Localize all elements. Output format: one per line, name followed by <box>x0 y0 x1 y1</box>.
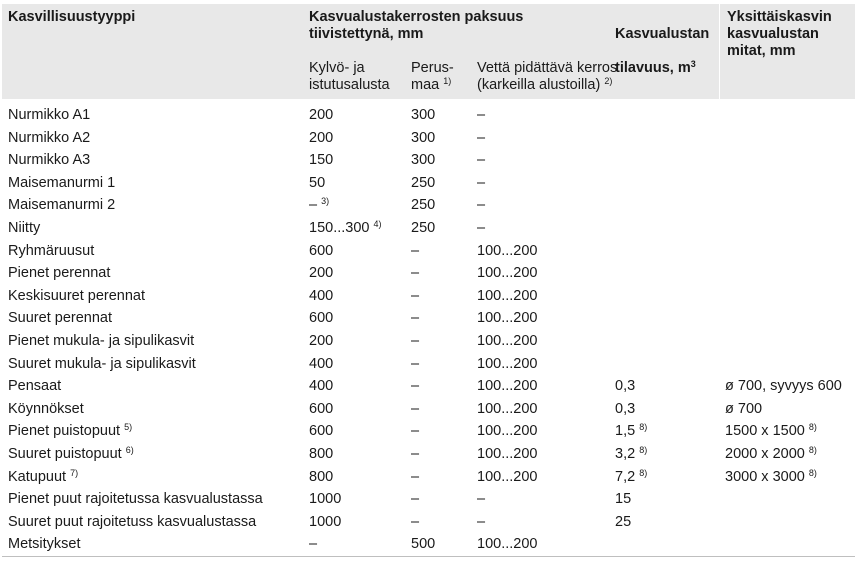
row-plant-type <box>8 310 112 326</box>
row-base-soil-text: – <box>411 378 420 395</box>
row-water-layer-text: – <box>477 107 486 123</box>
row-sowing-layer <box>309 310 333 326</box>
row-plant-type-text: Pienet mukula- ja sipulikasvit <box>8 333 195 349</box>
row-volume <box>615 423 647 439</box>
row-plant-type-text: Metsitykset <box>8 536 81 553</box>
row-water-layer <box>477 333 537 349</box>
row-sowing-layer-text: 1000 <box>309 491 342 508</box>
row-volume-text: 7,2 <box>615 468 636 485</box>
row-base-soil-text: – <box>411 242 420 259</box>
row-sowing-layer-text: 800 <box>309 446 334 462</box>
header-volume-sup: 3 <box>690 59 696 69</box>
row-base-soil <box>411 152 435 168</box>
row-base-soil <box>411 536 435 552</box>
row-water-layer <box>477 152 485 168</box>
row-plant-type-footnote: 7) <box>70 467 79 478</box>
subheader-base-soil <box>411 60 454 94</box>
row-water-layer-text: – <box>477 197 486 214</box>
row-plant-type <box>8 152 90 168</box>
row-dimensions-footnote: 8) <box>808 422 817 433</box>
row-volume-text: 3,2 <box>615 446 636 462</box>
row-base-soil-text: – <box>411 423 420 440</box>
row-water-layer-text: – <box>477 152 486 169</box>
row-base-soil-text: – <box>411 265 420 282</box>
row-water-layer <box>477 288 537 304</box>
row-sowing-layer-text: 1000 <box>309 513 342 530</box>
row-sowing-layer-text: 50 <box>309 174 326 191</box>
table-row <box>0 488 859 511</box>
row-plant-type <box>8 288 145 304</box>
table-row <box>0 307 859 330</box>
row-sowing-layer-text: – <box>309 536 318 553</box>
table-row <box>0 330 859 353</box>
row-volume <box>615 401 635 417</box>
row-base-soil-text: – <box>411 513 420 530</box>
table-row <box>0 511 859 534</box>
row-sowing-layer <box>309 152 333 168</box>
row-water-layer-text: 100...200 <box>477 468 538 485</box>
row-base-soil <box>411 107 435 123</box>
row-plant-type-text: Nurmikko A1 <box>8 107 91 123</box>
row-water-layer <box>477 536 537 552</box>
row-water-layer <box>477 107 485 123</box>
row-plant-type <box>8 446 134 462</box>
row-water-layer <box>477 356 537 372</box>
row-base-soil <box>411 446 419 462</box>
header-volume-line2: tilavuus, m <box>615 60 691 76</box>
row-sowing-layer <box>309 220 382 236</box>
row-sowing-layer-text: 400 <box>309 378 334 395</box>
row-plant-type-text: Köynnökset <box>8 400 84 417</box>
row-base-soil-text: 500 <box>411 536 436 553</box>
row-sowing-layer-text: 600 <box>309 310 334 327</box>
row-volume <box>615 491 631 507</box>
row-plant-type <box>8 265 110 281</box>
row-plant-type <box>8 243 94 259</box>
row-water-layer <box>477 469 537 485</box>
row-plant-type <box>8 401 84 417</box>
table-bottom-rule <box>2 556 855 557</box>
row-base-soil-text: – <box>411 310 420 327</box>
row-volume-text: 1,5 <box>615 423 636 440</box>
row-sowing-layer-text: 600 <box>309 242 334 259</box>
row-plant-type <box>8 220 40 236</box>
row-plant-type <box>8 378 61 394</box>
table-row <box>0 194 859 217</box>
row-base-soil <box>411 514 419 530</box>
row-plant-type-text: Suuret perennat <box>8 310 112 327</box>
row-water-layer <box>477 175 485 191</box>
row-water-layer-text: 100...200 <box>477 333 538 349</box>
row-sowing-layer <box>309 401 333 417</box>
table-row <box>0 285 859 308</box>
row-sowing-layer-text: 200 <box>309 333 334 349</box>
row-base-soil <box>411 356 419 372</box>
row-sowing-layer <box>309 175 325 191</box>
row-plant-type-text: Pensaat <box>8 378 62 395</box>
row-sowing-layer-text: 800 <box>309 468 334 485</box>
row-water-layer-text: – <box>477 491 486 508</box>
row-sowing-layer-text: 150...300 <box>309 220 370 236</box>
table-row <box>0 420 859 443</box>
header-divider <box>719 4 720 99</box>
row-base-soil-text: – <box>411 400 420 417</box>
row-base-soil <box>411 175 435 191</box>
table-row <box>0 398 859 421</box>
row-water-layer-text: 100...200 <box>477 446 538 462</box>
row-plant-type-text: Pienet puut rajoitetussa kasvualustassa <box>8 491 263 508</box>
row-base-soil-text: – <box>411 355 420 372</box>
row-base-soil <box>411 401 419 417</box>
row-sowing-layer <box>309 265 333 281</box>
row-base-soil <box>411 469 419 485</box>
row-plant-type <box>8 536 81 552</box>
row-plant-type <box>8 197 115 213</box>
row-sowing-layer-footnote: 3) <box>321 196 330 207</box>
row-base-soil-text: – <box>411 446 420 462</box>
row-plant-type <box>8 333 194 349</box>
header-volume <box>615 9 709 77</box>
row-plant-type-text: Maisemanurmi 1 <box>8 174 116 191</box>
row-plant-type <box>8 175 115 191</box>
row-water-layer-text: 100...200 <box>477 423 538 440</box>
row-sowing-layer <box>309 423 333 439</box>
row-volume-footnote: 8) <box>639 445 648 455</box>
row-volume <box>615 378 635 394</box>
row-water-layer <box>477 401 537 417</box>
row-dimensions <box>725 423 817 439</box>
row-dimensions <box>725 469 817 485</box>
row-plant-type-text: Keskisuuret perennat <box>8 287 146 304</box>
row-volume-text: 0,3 <box>615 378 636 395</box>
row-base-soil <box>411 265 419 281</box>
row-sowing-layer-text: 400 <box>309 287 334 304</box>
row-sowing-layer-text: 200 <box>309 107 334 123</box>
row-water-layer <box>477 220 485 236</box>
table-row <box>0 149 859 172</box>
row-water-layer <box>477 310 537 326</box>
table-row <box>0 172 859 195</box>
row-plant-type <box>8 356 196 372</box>
row-base-soil-text: 300 <box>411 152 436 169</box>
row-dimensions <box>725 401 762 417</box>
row-sowing-layer-text: – <box>309 197 318 214</box>
row-volume-footnote: 8) <box>639 422 648 433</box>
row-water-layer <box>477 378 537 394</box>
row-sowing-layer <box>309 378 333 394</box>
row-dimensions-text: 2000 x 2000 <box>725 446 805 462</box>
row-water-layer-text: 100...200 <box>477 242 538 259</box>
row-water-layer <box>477 265 537 281</box>
row-sowing-layer-text: 400 <box>309 355 334 372</box>
row-volume-text: 15 <box>615 491 632 508</box>
row-dimensions <box>725 446 817 462</box>
subheader-water-layer-sup: 2) <box>604 76 613 86</box>
subheader-water-layer <box>477 60 617 94</box>
row-plant-type-text: Suuret puistopuut <box>8 446 122 462</box>
row-sowing-layer-text: 150 <box>309 152 334 169</box>
row-water-layer <box>477 446 537 462</box>
row-water-layer-text: – <box>477 129 486 146</box>
row-base-soil-text: 250 <box>411 197 436 214</box>
row-water-layer-text: – <box>477 513 486 530</box>
row-water-layer-text: 100...200 <box>477 400 538 417</box>
table-row <box>0 127 859 150</box>
header-volume-line1: Kasvualustan <box>615 26 710 42</box>
row-plant-type <box>8 469 78 485</box>
row-dimensions-text: ø 700 <box>725 400 763 417</box>
row-sowing-layer-text: 200 <box>309 265 334 282</box>
row-plant-type-text: Pienet puistopuut <box>8 423 121 440</box>
row-plant-type <box>8 107 90 123</box>
row-plant-type-text: Ryhmäruusut <box>8 242 95 259</box>
row-base-soil-text: – <box>411 333 420 349</box>
row-plant-type-text: Nurmikko A2 <box>8 129 91 146</box>
row-sowing-layer-footnote: 4) <box>373 219 382 229</box>
row-volume-text: 0,3 <box>615 400 636 417</box>
table-row <box>0 240 859 263</box>
subheader-base-soil-sup: 1) <box>443 76 452 86</box>
row-base-soil <box>411 423 419 439</box>
row-volume <box>615 446 647 462</box>
row-base-soil <box>411 310 419 326</box>
row-volume <box>615 469 647 485</box>
row-sowing-layer <box>309 514 341 530</box>
row-base-soil <box>411 378 419 394</box>
row-water-layer-text: 100...200 <box>477 378 538 395</box>
row-water-layer <box>477 197 485 213</box>
row-sowing-layer <box>309 356 333 372</box>
row-water-layer-text: 100...200 <box>477 536 538 553</box>
row-plant-type-footnote: 5) <box>124 422 133 433</box>
row-base-soil <box>411 333 419 349</box>
row-sowing-layer <box>309 288 333 304</box>
row-water-layer <box>477 243 537 259</box>
header-plant-type: Kasvillisuustyyppi <box>8 9 136 25</box>
row-sowing-layer <box>309 491 341 507</box>
row-water-layer-text: – <box>477 220 486 236</box>
subheader-sowing-layer: Kylvö- ja istutusalusta <box>309 60 390 93</box>
row-plant-type-text: Suuret puut rajoitetuss kasvualustassa <box>8 513 257 530</box>
subheader-water-layer-text: Vettä pidättävä kerros (karkeilla alustoilla) <box>477 60 618 93</box>
table-row <box>0 533 859 556</box>
row-dimensions-text: 3000 x 3000 <box>725 468 805 485</box>
row-dimensions-text: 1500 x 1500 <box>725 423 805 440</box>
row-dimensions <box>725 378 842 394</box>
row-plant-type-text: Niitty <box>8 220 41 236</box>
row-base-soil <box>411 288 419 304</box>
row-volume-footnote: 8) <box>639 467 648 478</box>
row-plant-type <box>8 514 256 530</box>
row-base-soil <box>411 197 435 213</box>
row-water-layer-text: 100...200 <box>477 265 538 282</box>
row-sowing-layer <box>309 107 333 123</box>
header-layer-thickness: Kasvualustakerrosten paksuus tiivistettynä, mm <box>309 9 524 42</box>
subheader-base-soil-text: Perus- maa <box>411 60 454 93</box>
row-plant-type-text: Suuret mukula- ja sipulikasvit <box>8 355 196 372</box>
row-sowing-layer <box>309 333 333 349</box>
table-row <box>0 217 859 240</box>
table-row <box>0 443 859 466</box>
row-dimensions-footnote: 8) <box>808 445 817 455</box>
row-sowing-layer <box>309 469 333 485</box>
row-water-layer <box>477 130 485 146</box>
header-dimensions: Yksittäiskasvin kasvualustan mitat, mm <box>727 9 832 59</box>
row-base-soil <box>411 243 419 259</box>
table-row <box>0 375 859 398</box>
row-base-soil-text: 300 <box>411 129 436 146</box>
row-plant-type-footnote: 6) <box>125 445 134 455</box>
row-water-layer <box>477 491 485 507</box>
row-water-layer-text: 100...200 <box>477 287 538 304</box>
table-row <box>0 466 859 489</box>
row-base-soil-text: 250 <box>411 174 436 191</box>
row-plant-type-text: Nurmikko A3 <box>8 152 91 169</box>
row-volume-text: 25 <box>615 513 632 530</box>
row-plant-type-text: Maisemanurmi 2 <box>8 197 116 214</box>
row-dimensions-text: ø 700, syvyys 600 <box>725 378 842 395</box>
row-base-soil <box>411 491 419 507</box>
row-base-soil-text: – <box>411 287 420 304</box>
row-water-layer-text: 100...200 <box>477 310 538 327</box>
row-plant-type <box>8 130 90 146</box>
table-row <box>0 262 859 285</box>
row-base-soil-text: 300 <box>411 107 436 123</box>
row-water-layer-text: 100...200 <box>477 355 538 372</box>
table-row <box>0 353 859 376</box>
row-sowing-layer-text: 600 <box>309 423 334 440</box>
row-plant-type <box>8 491 263 507</box>
row-dimensions-footnote: 8) <box>808 467 817 478</box>
row-base-soil-text: – <box>411 491 420 508</box>
row-base-soil-text: 250 <box>411 220 436 236</box>
row-sowing-layer-text: 600 <box>309 400 334 417</box>
row-base-soil <box>411 220 435 236</box>
row-water-layer <box>477 423 537 439</box>
row-sowing-layer <box>309 243 333 259</box>
row-sowing-layer <box>309 130 333 146</box>
row-sowing-layer <box>309 197 329 213</box>
row-volume <box>615 514 631 530</box>
row-plant-type <box>8 423 132 439</box>
row-sowing-layer <box>309 536 317 552</box>
row-plant-type-text: Katupuut <box>8 468 67 485</box>
row-plant-type-text: Pienet perennat <box>8 265 111 282</box>
row-sowing-layer-text: 200 <box>309 129 334 146</box>
row-water-layer-text: – <box>477 174 486 191</box>
row-base-soil <box>411 130 435 146</box>
row-water-layer <box>477 514 485 530</box>
row-sowing-layer <box>309 446 333 462</box>
table-row <box>0 104 859 127</box>
row-base-soil-text: – <box>411 468 420 485</box>
